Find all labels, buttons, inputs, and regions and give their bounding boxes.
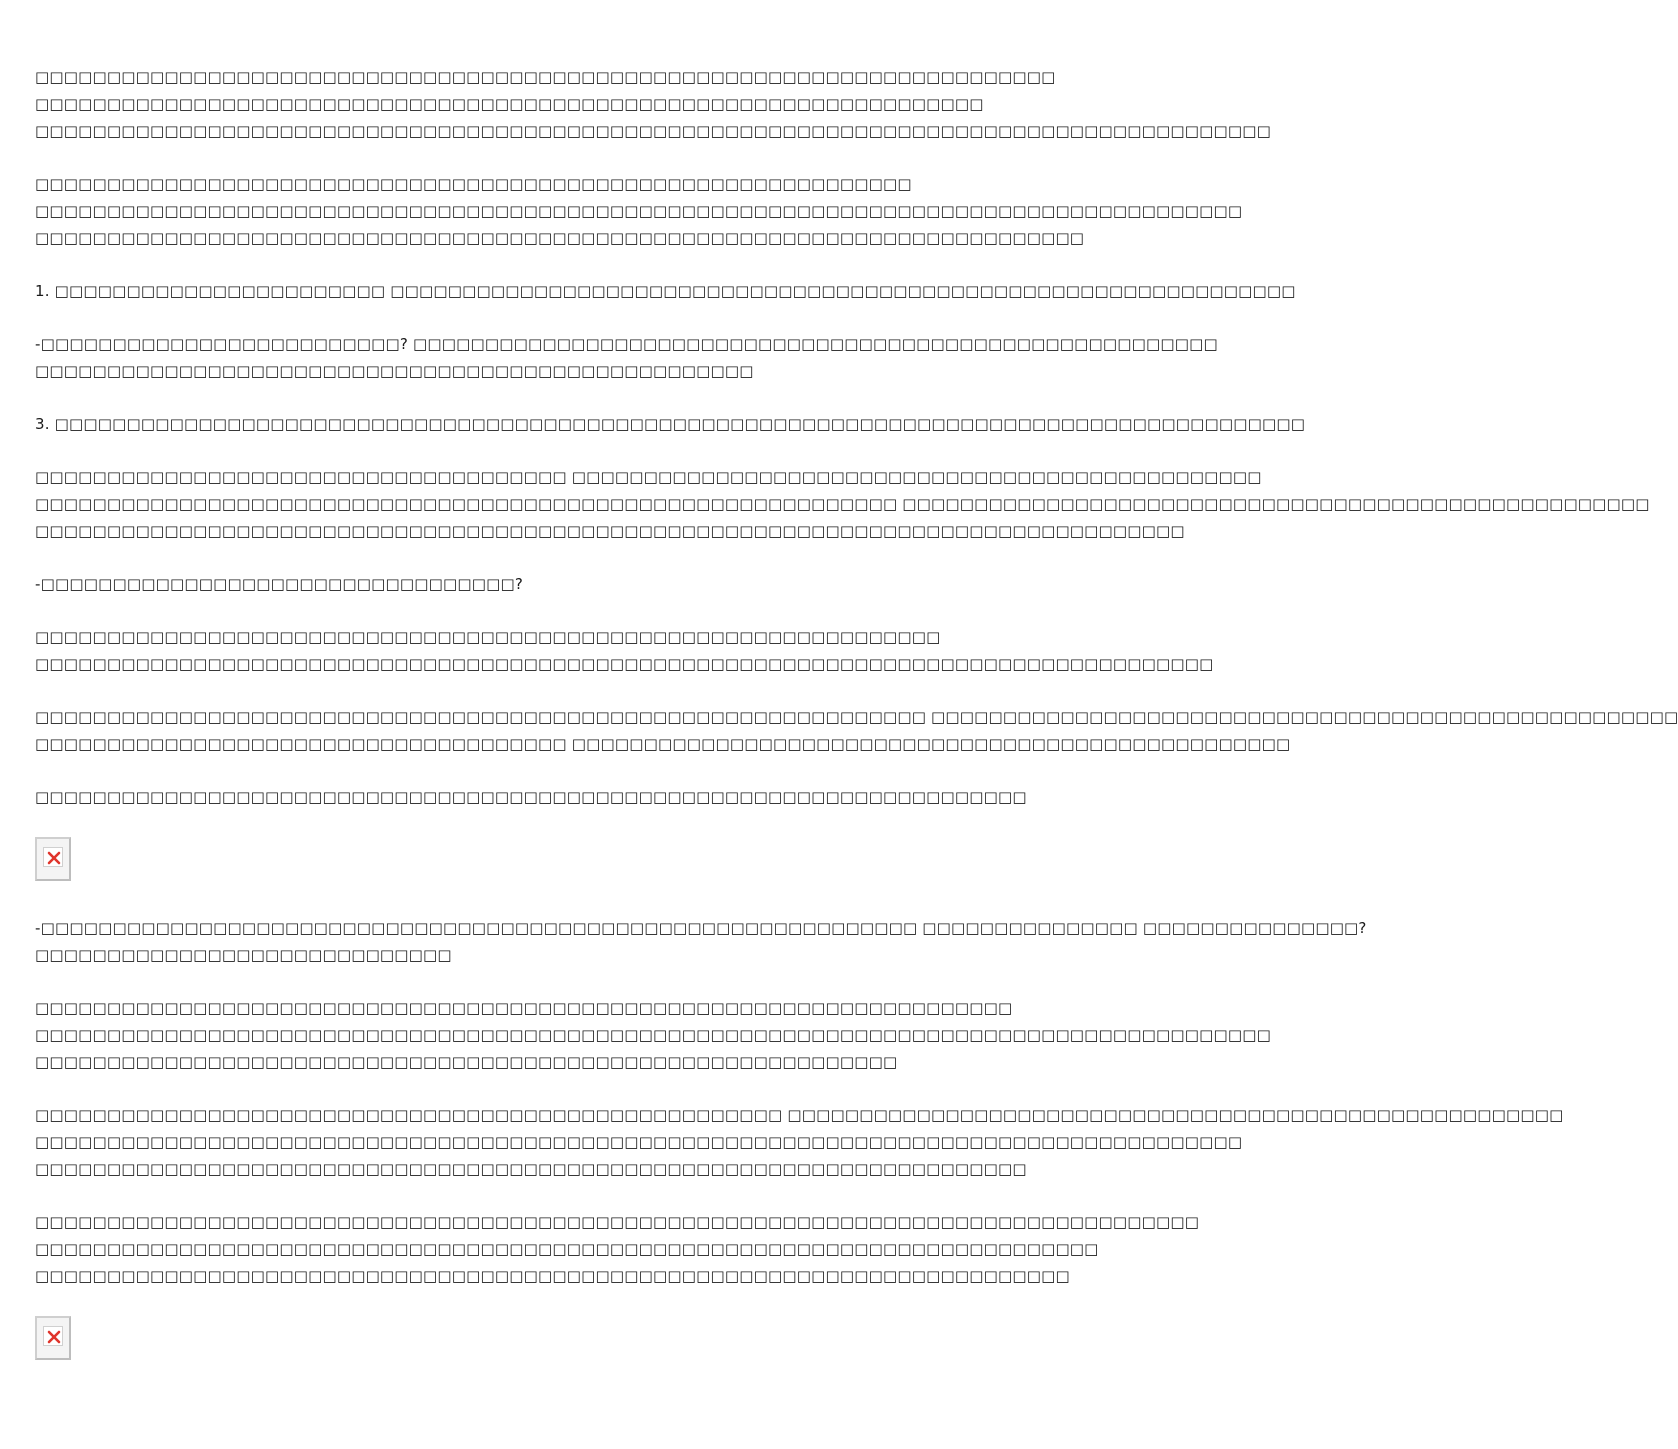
paragraph: [35, 464, 1650, 545]
text-line: □□□□□□□□□□□□□□□□□□□□□□□□□□□□□□□□□□□□□□□□□□□□□□□□□□□□□□□□□□□□□□□□□□□□□□□□□□□□□□□□□□□□: [35, 1133, 1243, 1151]
text-line: 3. □□□□□□□□□□□□□□□□□□□□□□□□□□□□□□□□□□□□□□□□□□□□□□□□□□□□□□□□□□□□□□□□□□□□□□□□□□□□□□□□□□□□□□□: [35, 415, 1306, 433]
broken-image-placeholder: [35, 837, 71, 881]
document-page: [35, 64, 1678, 1394]
text-line: □□□□□□□□□□□□□□□□□□□□□□□□□□□□□□□□□□□□□□□□□□□□□□□□□□□□□□□□□□□□□□□□□□: [35, 95, 984, 113]
text-line: □□□□□□□□□□□□□□□□□□□□□□□□□□□□□□□□□□□□□□□□□□□□□□□□□□□□□□□□□□□□□□□□□□□□□□□□□□□□□□□□□: [35, 1213, 1200, 1231]
paragraph: [35, 171, 1243, 252]
paragraph: [35, 571, 995, 598]
paragraph: [35, 995, 1272, 1076]
document-body-top: [35, 64, 1678, 811]
paragraph: [35, 624, 1214, 678]
paragraph: [35, 784, 1027, 811]
text-line: □□□□□□□□□□□□□□□□□□□□□□□□□□□□□□□□□□□□□□□□□□□□□□□□□□□□□□□□□□□□□□□□□□□□□□□□□□□□□□□□□□□□□□: [35, 1026, 1272, 1044]
paragraph: [35, 1209, 1200, 1290]
text-line: □□□□□□□□□□□□□□□□□□□□□□□□□□□□□□□□□□□□□ □□□□□□□□□□□□□□□□□□□□□□□□□□□□□□□□□□□□□□□□□□□□□□□□□□: [35, 735, 1291, 753]
document-body-bottom: [35, 915, 1564, 1290]
text-line: □□□□□□□□□□□□□□□□□□□□□□□□□□□□□□□□□□□□□□□□□□□□□□□□□□□□□□□□□□□□□□□: [35, 628, 941, 646]
text-line: □□□□□□□□□□□□□□□□□□□□□□□□□□□□□□□□□□□□□ □□□□□□□□□□□□□□□□□□□□□□□□□□□□□□□□□□□□□□□□□□□□□□□□: [35, 468, 1262, 486]
paragraph: [35, 331, 1218, 385]
text-line: □□□□□□□□□□□□□□□□□□□□□□□□□□□□□□□□□□□□□□□□□□□□□□□□□□□□□□□□□□□□□□□□□□□□□□□□□□□□□□□□: [35, 522, 1185, 540]
text-line: □□□□□□□□□□□□□□□□□□□□□□□□□□□□□□□□□□□□□□□□□□□□□□□□□□□□□□□□□□□□□□□□□□□□□□□□□: [35, 229, 1085, 247]
text-line: □□□□□□□□□□□□□□□□□□□□□□□□□□□□□□□□□□□□□□□□□□□□□□□□□□□□□□□□□□□□ □□□□□□□□□□□□□□□□□□□□□□□□□□□□□□□□□□□□□□□□□□□□□□□□□□□□: [35, 495, 1650, 513]
text-line: □□□□□□□□□□□□□□□□□□□□□□□□□□□□□□□□□□□□□□□□□□□□□□□□□□□□□□□□□□□□□□□□□□□□□: [35, 788, 1027, 806]
paragraph: [35, 704, 1678, 758]
paragraph: [35, 915, 1367, 969]
text-line: □□□□□□□□□□□□□□□□□□□□□□□□□□□□□□□□□□□□□□□□□□□□□□□□□□□□□□□□□□□□□□□□□□□□: [35, 999, 1013, 1017]
broken-image-placeholder: [35, 1316, 71, 1360]
broken-image-icon: [43, 847, 63, 867]
text-line: □□□□□□□□□□□□□□□□□□□□□□□□□□□□□□□□□□□□□□□□□□□□□□□□□□□□□□□□□□□□□□□□□□□□□□□□□□□□□□□□□□□□□□: [35, 122, 1272, 140]
text-line: □□□□□□□□□□□□□□□□□□□□□□□□□□□□□□□□□□□□□□□□□□□□□□□□□□□□□□□□□□□□□□□□□□□□□□□□□□□□□□□□□□□□: [35, 202, 1243, 220]
text-line: □□□□□□□□□□□□□□□□□□□□□□□□□□□□□□□□□□□□□□□□□□□□□□□□□□□□□□□□□□□□□□ □□□□□□□□□□□□□□□□□□□□□□□□□□□□□□□□□□□□□□□□□□□□□□□□□□□□: [35, 708, 1678, 726]
text-line: □□□□□□□□□□□□□□□□□□□□□□□□□□□□□□□□□□□□□□□□□□□□□□□□□□□□ □□□□□□□□□□□□□□□□□□□□□□□□□□□□□□□□□□□□□□□□□□□□□□□□□□□□□□: [35, 1106, 1564, 1124]
text-line: □□□□□□□□□□□□□□□□□□□□□□□□□□□□□□□□□□□□□□□□□□□□□□□□□□□□□□□□□□□□□□□□□□□□□□□: [35, 68, 1056, 86]
paragraph: [35, 1102, 1564, 1183]
text-line: □□□□□□□□□□□□□□□□□□□□□□□□□□□□□□□□□□□□□□□□□□□□□□□□□□□□□□□□□□□□□□□□□□□□□□□□□□: [35, 1240, 1099, 1258]
text-line: □□□□□□□□□□□□□□□□□□□□□□□□□□□□□□□□□□□□□□□□□□□□□□□□□□□□□□□□□□□□□□□□□□□□□□□□: [35, 1267, 1070, 1285]
paragraph: [35, 278, 1296, 305]
text-line: □□□□□□□□□□□□□□□□□□□□□□□□□□□□□□□□□□□□□□□□□□□□□□□□□□□□□□□□□□□□□: [35, 175, 912, 193]
text-line: □□□□□□□□□□□□□□□□□□□□□□□□□□□□□□□□□□□□□□□□□□□□□□□□□□□□□□□□□□□□: [35, 1053, 898, 1071]
broken-image-icon: [43, 1326, 63, 1346]
text-line: □□□□□□□□□□□□□□□□□□□□□□□□□□□□□□□□□□□□□□□□□□□□□□□□□□: [35, 362, 754, 380]
text-line: □□□□□□□□□□□□□□□□□□□□□□□□□□□□□: [35, 946, 452, 964]
text-line: □□□□□□□□□□□□□□□□□□□□□□□□□□□□□□□□□□□□□□□□□□□□□□□□□□□□□□□□□□□□□□□□□□□□□: [35, 1160, 1027, 1178]
text-line: -□□□□□□□□□□□□□□□□□□□□□□□□□□□□□□□□□□□□□□□□□□□□□□□□□□□□□□□□□□□□□ □□□□□□□□□□□□□□□ □□□□□□□□□□□□□□□?: [35, 919, 1367, 937]
paragraph: [35, 411, 1306, 438]
text-line: 1. □□□□□□□□□□□□□□□□□□□□□□□ □□□□□□□□□□□□□□□□□□□□□□□□□□□□□□□□□□□□□□□□□□□□□□□□□□□□□□□□□□□□□□□: [35, 282, 1296, 300]
text-line: □□□□□□□□□□□□□□□□□□□□□□□□□□□□□□□□□□□□□□□□□□□□□□□□□□□□□□□□□□□□□□□□□□□□□□□□□□□□□□□□□□: [35, 655, 1214, 673]
text-line: -□□□□□□□□□□□□□□□□□□□□□□□□□□□□□□□□□?: [35, 575, 524, 593]
text-line: -□□□□□□□□□□□□□□□□□□□□□□□□□? □□□□□□□□□□□□□□□□□□□□□□□□□□□□□□□□□□□□□□□□□□□□□□□□□□□□□□□□: [35, 335, 1218, 353]
paragraph: [35, 64, 1272, 145]
